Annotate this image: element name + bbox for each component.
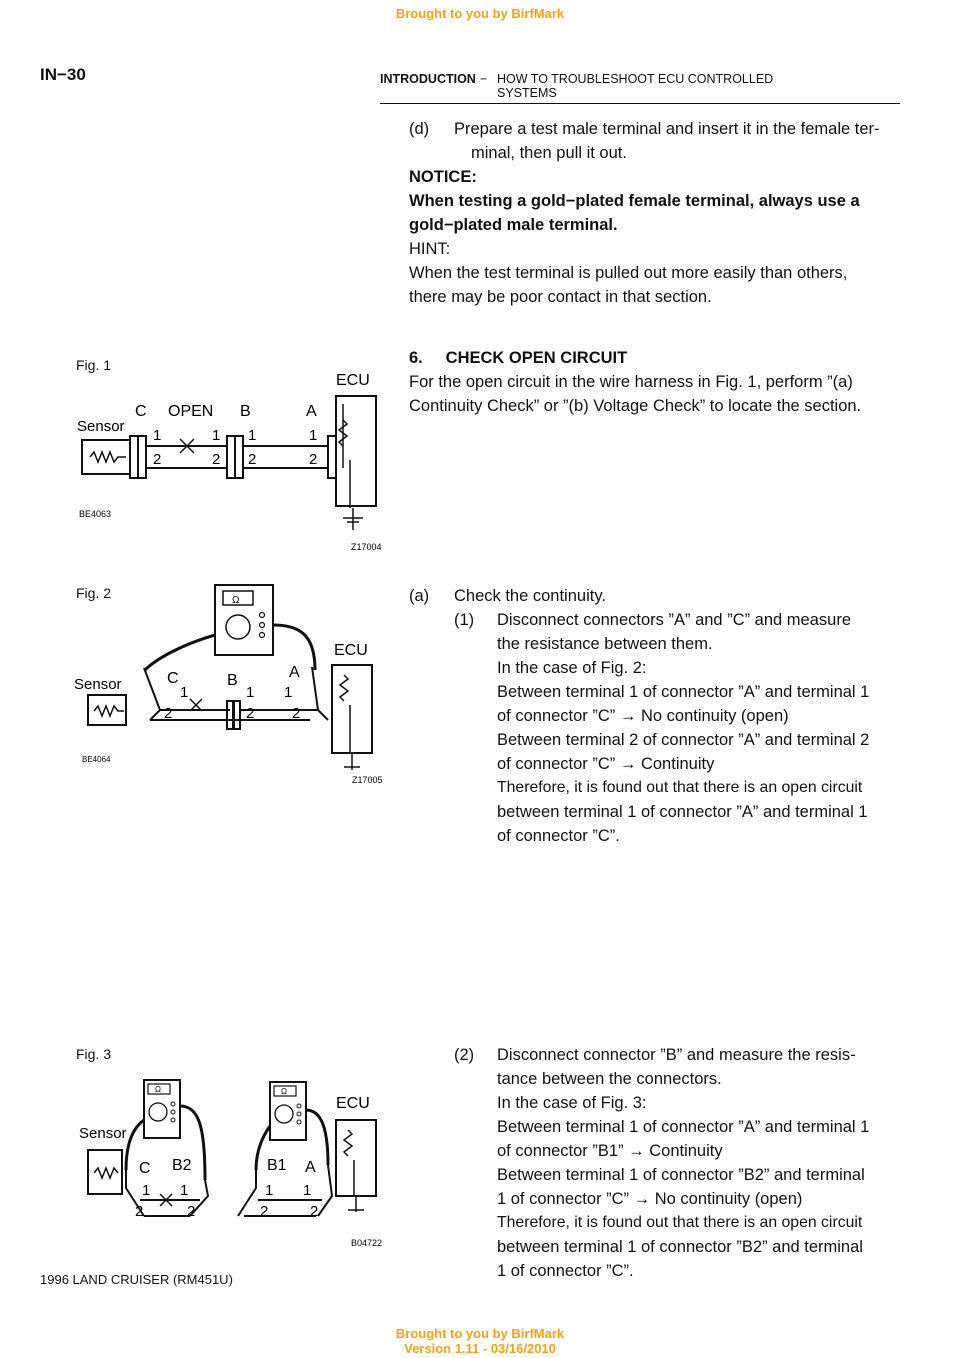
fig2-meter-jack2 <box>260 623 265 628</box>
footer-model: 1996 LAND CRUISER (RM451U) <box>40 1272 233 1287</box>
fig3-meter-right-jack1 <box>297 1104 301 1108</box>
fig1-t2-a: 2 <box>309 451 318 468</box>
fig1-conn-b2 <box>235 436 243 478</box>
watermark-bottom-line1: Brought to you by BirfMark <box>395 1326 565 1341</box>
fig3-meter-left-jack3 <box>171 1118 175 1122</box>
fig1-code2: Z17004 <box>351 542 382 552</box>
hint-line2: there may be poor contact in that section. <box>409 288 712 306</box>
sub1-line8: Therefore, it is found out that there is an open circuit <box>497 779 863 796</box>
fig2-b-label: B <box>227 672 238 689</box>
notice-line2: gold−plated male terminal. <box>409 216 618 234</box>
step-2 <box>497 1043 897 1283</box>
fig2-ecu-label: ECU <box>334 642 368 659</box>
step-a-marker: (a) <box>409 587 430 605</box>
fig1-b-label: B <box>240 403 251 420</box>
fig1-t1-b-right: 1 <box>248 427 257 444</box>
fig2-label: Fig. 2 <box>76 585 112 601</box>
header-title <box>497 72 797 100</box>
sub1-line3: In the case of Fig. 2: <box>497 659 647 677</box>
fig1-open-label: OPEN <box>168 403 214 420</box>
step2-line4: Between terminal 1 of connector ”A” and terminal 1 <box>497 1118 870 1136</box>
fig1-t1-c: 1 <box>153 427 162 444</box>
header-rule <box>380 103 900 104</box>
step2-line8: Therefore, it is found out that there is an open circuit <box>497 1214 863 1231</box>
step2-line7: 1 of connector ”C” → No continuity (open) <box>497 1190 803 1208</box>
step-a-title: Check the continuity. <box>454 587 606 605</box>
fig3-t1-b2: 1 <box>180 1182 189 1199</box>
fig1-t2-b-left: 2 <box>212 451 221 468</box>
fig2-t1-c: 1 <box>180 684 189 701</box>
fig3-c-label: C <box>139 1160 151 1177</box>
sub1-line9: between terminal 1 of connector ”A” and terminal 1 <box>497 803 868 821</box>
step-2-marker: (2) <box>454 1046 475 1064</box>
fig2-code1: BE4064 <box>82 755 111 764</box>
fig3-meter-right-dial <box>275 1105 293 1123</box>
fig2-meter-jack1 <box>260 613 265 618</box>
fig2-ecu-resistor <box>340 675 348 701</box>
fig2-lead-left <box>145 635 215 670</box>
fig3-label: Fig. 3 <box>76 1046 112 1062</box>
fig3-t2-b2: 2 <box>187 1203 196 1220</box>
fig1-label: Fig. 1 <box>76 357 112 373</box>
header-title-line1: HOW TO TROUBLESHOOT ECU CONTROLLED <box>497 72 774 86</box>
fig1-conn-a <box>328 436 336 478</box>
fig1-t1-a: 1 <box>309 427 318 444</box>
section-6-line2: Continuity Check” or ”(b) Voltage Check” to locate the section. <box>409 397 862 415</box>
fig2-conn-c <box>144 668 160 720</box>
fig3-ecu-box <box>336 1120 376 1196</box>
fig3-meter-left-jack2 <box>171 1110 175 1114</box>
sub1-line1: Disconnect connectors ”A” and ”C” and measure <box>497 611 851 629</box>
fig3-meter-left-dial <box>149 1103 167 1121</box>
fig3-sensor-coil <box>94 1168 118 1178</box>
page-code: IN−30 <box>40 65 86 84</box>
sub1-line5: of connector ”C” → No continuity (open) <box>497 707 789 725</box>
sub1-line4: Between terminal 1 of connector ”A” and terminal 1 <box>497 683 870 701</box>
section-name: INTRODUCTION <box>380 72 476 86</box>
fig1-t1-b-left: 1 <box>212 427 221 444</box>
fig3-code: B04722 <box>351 1238 383 1248</box>
fig2-t1-b: 1 <box>246 684 255 701</box>
step2-line1: Disconnect connector ”B” and measure the resis- <box>497 1046 856 1064</box>
fig1-a-label: A <box>306 403 317 420</box>
fig1-diagram <box>60 360 400 560</box>
fig2-ohm-symbol: Ω <box>232 595 240 606</box>
fig2-a-label: A <box>289 664 300 681</box>
fig2-conn-b2 <box>234 701 240 729</box>
fig2-t1-a: 1 <box>284 684 293 701</box>
section-6 <box>409 346 898 418</box>
sub1-line7: of connector ”C” → Continuity <box>497 755 715 773</box>
fig3-ohm-left: Ω <box>155 1085 161 1094</box>
step2-line5: of connector ”B1” → Continuity <box>497 1142 723 1160</box>
fig2-sensor-label: Sensor <box>74 676 122 693</box>
fig3-meter-right-jack3 <box>297 1120 301 1124</box>
step2-line2: tance between the connectors. <box>497 1070 722 1088</box>
header-title-line2: SYSTEMS <box>497 86 557 100</box>
fig2-conn-b1 <box>227 701 233 729</box>
hint-line1: When the test terminal is pulled out more easily than others, <box>409 264 848 282</box>
step2-line3: In the case of Fig. 3: <box>497 1094 647 1112</box>
fig2-sensor-coil <box>94 706 124 716</box>
fig3-lead-right-b <box>306 1110 328 1165</box>
header-dash: − <box>480 72 488 86</box>
fig3-ecu-label: ECU <box>336 1095 370 1112</box>
fig1-t2-c: 2 <box>153 451 162 468</box>
fig3-t2-b1: 2 <box>260 1203 269 1220</box>
step2-line6: Between terminal 1 of connector ”B2” and terminal <box>497 1166 865 1184</box>
fig1-sensor-coil <box>90 452 126 462</box>
fig3-meter-left-jack1 <box>171 1102 175 1106</box>
fig2-t2-b: 2 <box>246 705 255 722</box>
step2-line10: 1 of connector ”C”. <box>497 1262 634 1280</box>
step2-line9: between terminal 1 of connector ”B2” and terminal <box>497 1238 863 1256</box>
step-d-line1: Prepare a test male terminal and insert it in the female ter- <box>454 120 880 138</box>
fig1-c-label: C <box>135 403 147 420</box>
fig2-code2: Z17005 <box>352 775 383 785</box>
fig3-t2-a: 2 <box>310 1203 319 1220</box>
notice-block <box>409 165 898 309</box>
fig2-c-label: C <box>167 670 179 687</box>
sub1-line6: Between terminal 2 of connector ”A” and terminal 2 <box>497 731 870 749</box>
notice-label: NOTICE: <box>409 168 477 186</box>
fig1-conn-c <box>130 436 138 478</box>
step-d-marker: (d) <box>409 120 430 138</box>
fig3-t1-b1: 1 <box>265 1182 274 1199</box>
fig1-conn-b <box>227 436 235 478</box>
hint-label: HINT: <box>409 240 451 258</box>
fig3-diagram <box>60 1070 400 1255</box>
fig1-t2-b-right: 2 <box>248 451 257 468</box>
step-a-sub1-marker: (1) <box>454 611 475 629</box>
fig2-t2-a: 2 <box>292 705 301 722</box>
fig2-t2-c: 2 <box>164 705 173 722</box>
fig2-meter-dial <box>226 615 250 639</box>
fig3-t2-c: 2 <box>135 1203 144 1220</box>
step-d-line2: minal, then pull it out. <box>471 144 627 162</box>
fig1-conn-c2 <box>138 436 146 478</box>
step-a-sub1 <box>497 608 897 848</box>
fig3-conn-b1 <box>238 1170 256 1216</box>
sub1-line2: the resistance between them. <box>497 635 713 653</box>
fig2-diagram <box>60 575 400 790</box>
fig3-ecu-resistor <box>344 1130 352 1156</box>
fig3-ohm-right: Ω <box>281 1087 287 1096</box>
watermark-bottom <box>380 1326 580 1356</box>
fig1-ecu-label: ECU <box>336 372 370 389</box>
section-6-line1: For the open circuit in the wire harness in Fig. 1, perform ”(a) <box>409 373 853 391</box>
watermark-top: Brought to you by BirfMark <box>395 6 565 21</box>
fig2-ecu-box <box>332 665 372 753</box>
fig1-sensor-label: Sensor <box>77 418 125 435</box>
sub1-line10: of connector ”C”. <box>497 827 620 845</box>
fig3-conn-a <box>318 1165 332 1216</box>
fig3-meter-right-jack2 <box>297 1112 301 1116</box>
fig3-b2-label: B2 <box>172 1157 192 1174</box>
fig3-t1-a: 1 <box>303 1182 312 1199</box>
fig2-conn-a <box>312 667 328 720</box>
fig3-a-label: A <box>305 1159 316 1176</box>
fig2-meter-jack3 <box>260 633 265 638</box>
fig3-sensor-label: Sensor <box>79 1125 127 1142</box>
step-d-text <box>454 117 898 165</box>
notice-line1: When testing a gold−plated female terminal, always use a <box>409 192 860 210</box>
fig3-b1-label: B1 <box>267 1157 287 1174</box>
fig1-ecu-box <box>336 396 376 506</box>
fig1-code1: BE4063 <box>79 509 112 519</box>
section-6-heading: 6. CHECK OPEN CIRCUIT <box>409 349 628 367</box>
watermark-bottom-line2: Version 1.11 - 03/16/2010 <box>404 1341 556 1356</box>
fig3-t1-c: 1 <box>142 1182 151 1199</box>
